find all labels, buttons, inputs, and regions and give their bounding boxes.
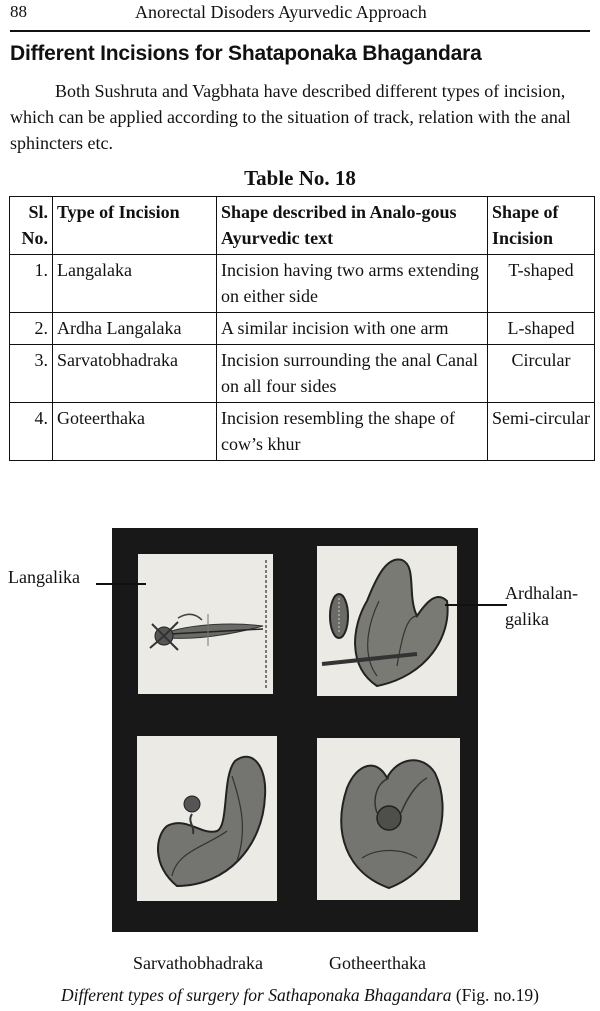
incision-figure [112, 528, 478, 932]
table-row [10, 313, 595, 345]
cell-description: Incision surrounding the anal Canal on all four sides [217, 345, 488, 403]
cell-type: Sarvatobhadraka [53, 345, 217, 403]
langalika-illustration [138, 554, 273, 694]
cell-slno: 3. [10, 345, 53, 403]
body-paragraph [10, 78, 594, 156]
column-header-shape: Shape of Incision [488, 197, 595, 255]
figure-caption [0, 985, 600, 1006]
langalika-pointer-line [96, 583, 146, 585]
table-title: Table No. 18 [244, 166, 356, 190]
section-heading: Different Incisions for Shataponaka Bhagandara [10, 42, 482, 65]
cell-description: Incision having two arms extending on either side [217, 255, 488, 313]
ardhalangalika-pointer-line [445, 604, 507, 606]
ardhalangalika-label: Ardhalan-galika [505, 583, 578, 629]
langalika-label: Langalika [8, 567, 80, 587]
paragraph-text: Both Sushruta and Vagbhata have described different types of incision, which can be applied according to the situation of track, relation with the anal sphincters etc. [10, 81, 571, 153]
column-header-slno: Sl. No. [10, 197, 53, 255]
page-number: 88 [10, 2, 27, 21]
table-row [10, 403, 595, 461]
table-row [10, 255, 595, 313]
table-header-row [10, 197, 595, 255]
sarvathobhadraka-label: Sarvathobhadraka [133, 953, 263, 973]
cell-shape: Circular [488, 345, 595, 403]
sarvathobhadraka-illustration [137, 736, 277, 901]
cell-type: Langalaka [53, 255, 217, 313]
page-header [10, 0, 590, 32]
gotheerthaka-label: Gotheerthaka [329, 953, 426, 973]
running-title: Anorectal Disoders Ayurvedic Approach [135, 2, 427, 22]
figure-caption-text: Different types of surgery for Sathaponaka Bhagandara [61, 985, 452, 1005]
column-header-type: Type of Incision [53, 197, 217, 255]
column-header-shape-described: Shape described in Analo-gous Ayurvedic text [217, 197, 488, 255]
cell-shape: L-shaped [488, 313, 595, 345]
table-row [10, 345, 595, 403]
gotheerthaka-illustration [317, 738, 460, 900]
cell-shape: Semi-circular [488, 403, 595, 461]
cell-description: A similar incision with one arm [217, 313, 488, 345]
cell-slno: 2. [10, 313, 53, 345]
cell-shape: T-shaped [488, 255, 595, 313]
cell-type: Goteerthaka [53, 403, 217, 461]
incision-table [9, 196, 595, 461]
cell-slno: 1. [10, 255, 53, 313]
ardhalangalika-illustration [317, 546, 457, 696]
cell-description: Incision resembling the shape of cow’s khur [217, 403, 488, 461]
figure-number: (Fig. no.19) [455, 985, 539, 1005]
cell-type: Ardha Langalaka [53, 313, 217, 345]
cell-slno: 4. [10, 403, 53, 461]
